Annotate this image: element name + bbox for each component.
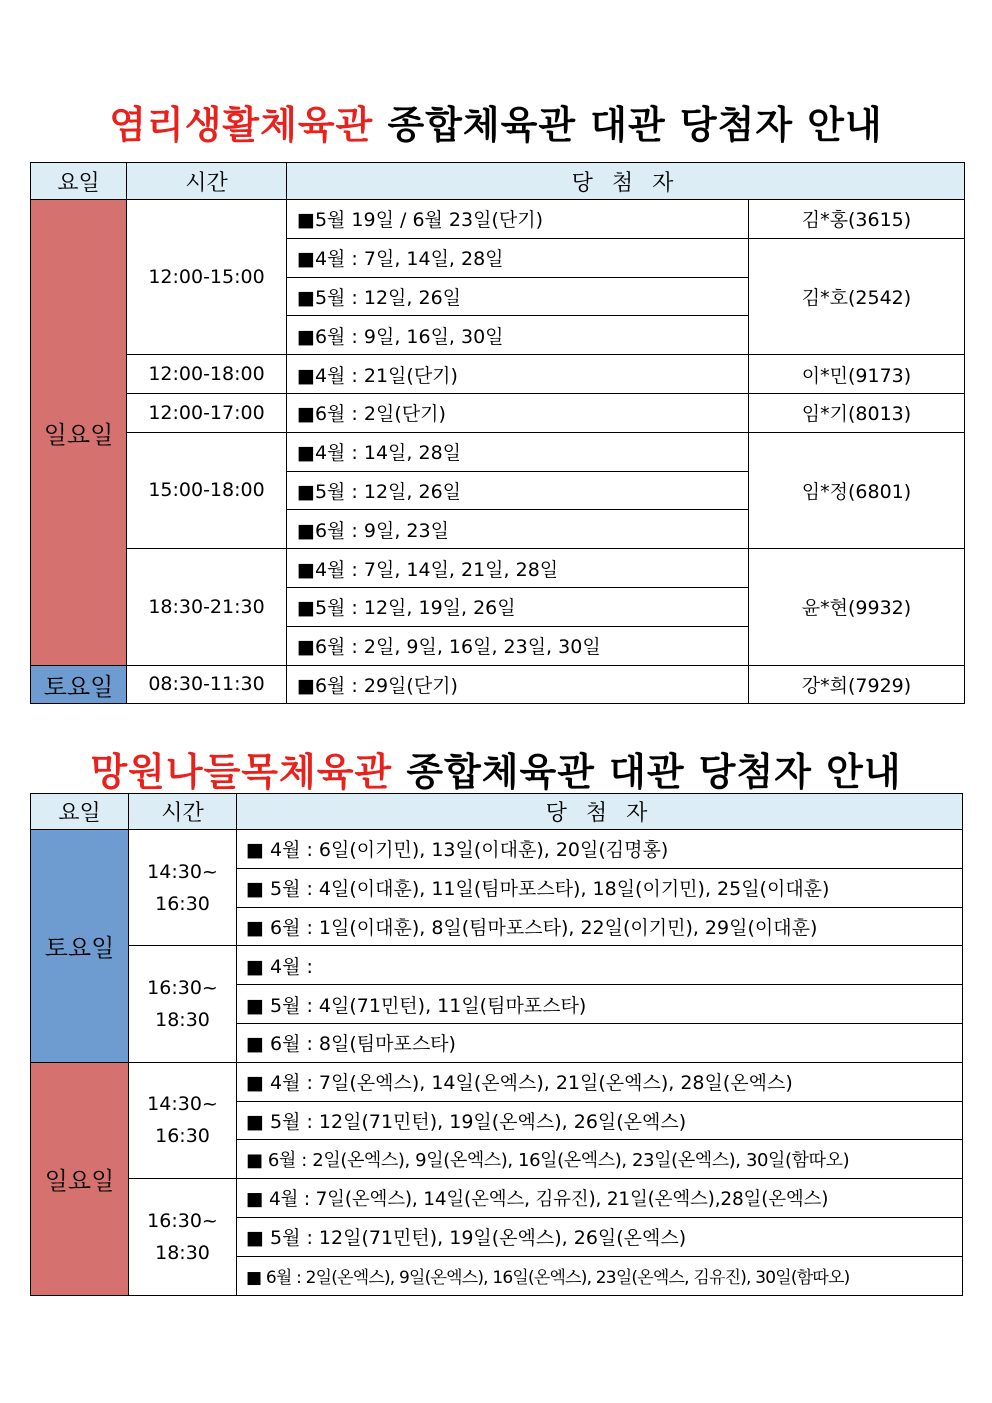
dates-cell: ■4월 : 7일, 14일, 21일, 28일 [287,549,749,588]
section2-title-venue: 망원나들목체육관 [90,750,393,794]
winner-cell: 김*호(2542) [749,238,965,354]
dates-cell: ■6월 : 9일, 16일, 30일 [287,316,749,355]
dates-cell: ■6월 : 2일, 9일, 16일, 23일, 30일 [287,626,749,665]
table-row [31,432,965,471]
header-day: 요일 [31,794,129,830]
table-row [31,355,965,394]
dates-cell: ■5월 : 12일, 26일 [287,471,749,510]
dates-cell: ■4월 : 7일, 14일, 28일 [287,238,749,277]
winner-cell: 임*기(8013) [749,393,965,432]
time-end: 18:30 [155,1241,210,1264]
winner-cell: 이*민(9173) [749,355,965,394]
winner-cell: 김*홍(3615) [749,200,965,239]
table-row [31,1062,963,1101]
dates-cell: ■ 4월 : [237,946,963,985]
time-end: 16:30 [155,1125,210,1148]
time-start: 14:30~ [147,1093,218,1116]
time-start: 16:30~ [147,977,218,1000]
header-winner: 당 첨 자 [237,794,963,830]
dates-cell: ■ 5월 : 4일(71민턴), 11일(팀마포스타) [237,985,963,1024]
time-end: 18:30 [155,1009,210,1032]
header-time: 시간 [127,163,287,200]
section2-title [0,741,992,796]
dates-cell: ■ 4월 : 7일(온엑스), 14일(온엑스), 21일(온엑스), 28일(온엑스) [237,1062,963,1101]
table-header-row [31,163,965,200]
header-winner: 당 첨 자 [287,163,965,200]
day-cell-saturday: 토요일 [31,665,127,704]
winner-cell: 윤*현(9932) [749,549,965,665]
time-start: 16:30~ [147,1209,218,1232]
table-header-row [31,794,963,830]
time-cell: 08:30-11:30 [127,665,287,704]
table-row [31,393,965,432]
table-row [31,946,963,985]
time-cell [129,946,237,1062]
section1-title [0,94,992,149]
dates-cell: ■ 5월 : 12일(71민턴), 19일(온엑스), 26일(온엑스) [237,1101,963,1140]
time-cell [129,1062,237,1178]
dates-cell: ■ 6월 : 8일(팀마포스타) [237,1023,963,1062]
dates-cell: ■6월 : 29일(단기) [287,665,749,704]
day-cell-saturday: 토요일 [31,830,129,1063]
time-end: 16:30 [155,892,210,915]
section2-table [30,793,963,1296]
dates-cell: ■ 5월 : 12일(71민턴), 19일(온엑스), 26일(온엑스) [237,1217,963,1256]
dates-cell: ■ 5월 : 4일(이대훈), 11일(팀마포스타), 18일(이기민), 25일(이대훈) [237,868,963,907]
table-row [31,665,965,704]
section2-title-text: 종합체육관 대관 당첨자 안내 [406,750,902,794]
time-start: 14:30~ [147,860,218,883]
time-cell: 12:00-15:00 [127,200,287,355]
time-cell [129,830,237,946]
dates-cell: ■5월 19일 / 6월 23일(단기) [287,200,749,239]
time-cell: 12:00-18:00 [127,355,287,394]
header-time: 시간 [129,794,237,830]
time-cell: 18:30-21:30 [127,549,287,665]
dates-cell: ■6월 : 9일, 23일 [287,510,749,549]
section1-table [30,162,965,704]
winner-cell: 강*희(7929) [749,665,965,704]
dates-cell: ■4월 : 21일(단기) [287,355,749,394]
header-day: 요일 [31,163,127,200]
table-row [31,830,963,869]
time-cell: 12:00-17:00 [127,393,287,432]
time-cell: 15:00-18:00 [127,432,287,548]
time-cell [129,1179,237,1295]
dates-cell: ■ 6월 : 2일(온엑스), 9일(온엑스), 16일(온엑스), 23일(온엑스), 30일(함따오) [237,1140,963,1179]
dates-cell: ■5월 : 12일, 19일, 26일 [287,587,749,626]
dates-cell: ■ 4월 : 7일(온엑스), 14일(온엑스, 김유진), 21일(온엑스),28일(온엑스) [237,1179,963,1218]
dates-cell: ■4월 : 14일, 28일 [287,432,749,471]
table-row [31,200,965,239]
table-row [31,549,965,588]
winner-cell: 임*정(6801) [749,432,965,548]
dates-cell: ■5월 : 12일, 26일 [287,277,749,316]
dates-cell: ■ 4월 : 6일(이기민), 13일(이대훈), 20일(김명홍) [237,830,963,869]
day-cell-sunday: 일요일 [31,200,127,666]
dates-cell: ■6월 : 2일(단기) [287,393,749,432]
dates-cell: ■ 6월 : 1일(이대훈), 8일(팀마포스타), 22일(이기민), 29일(이대훈) [237,907,963,946]
dates-cell: ■ 6월 : 2일(온엑스), 9일(온엑스), 16일(온엑스), 23일(온엑스, 김유진), 30일(함따오) [237,1256,963,1295]
section1-title-venue: 염리생활체육관 [109,103,374,147]
table-row [31,1179,963,1218]
section1-title-text: 종합체육관 대관 당첨자 안내 [387,103,883,147]
day-cell-sunday: 일요일 [31,1062,129,1295]
